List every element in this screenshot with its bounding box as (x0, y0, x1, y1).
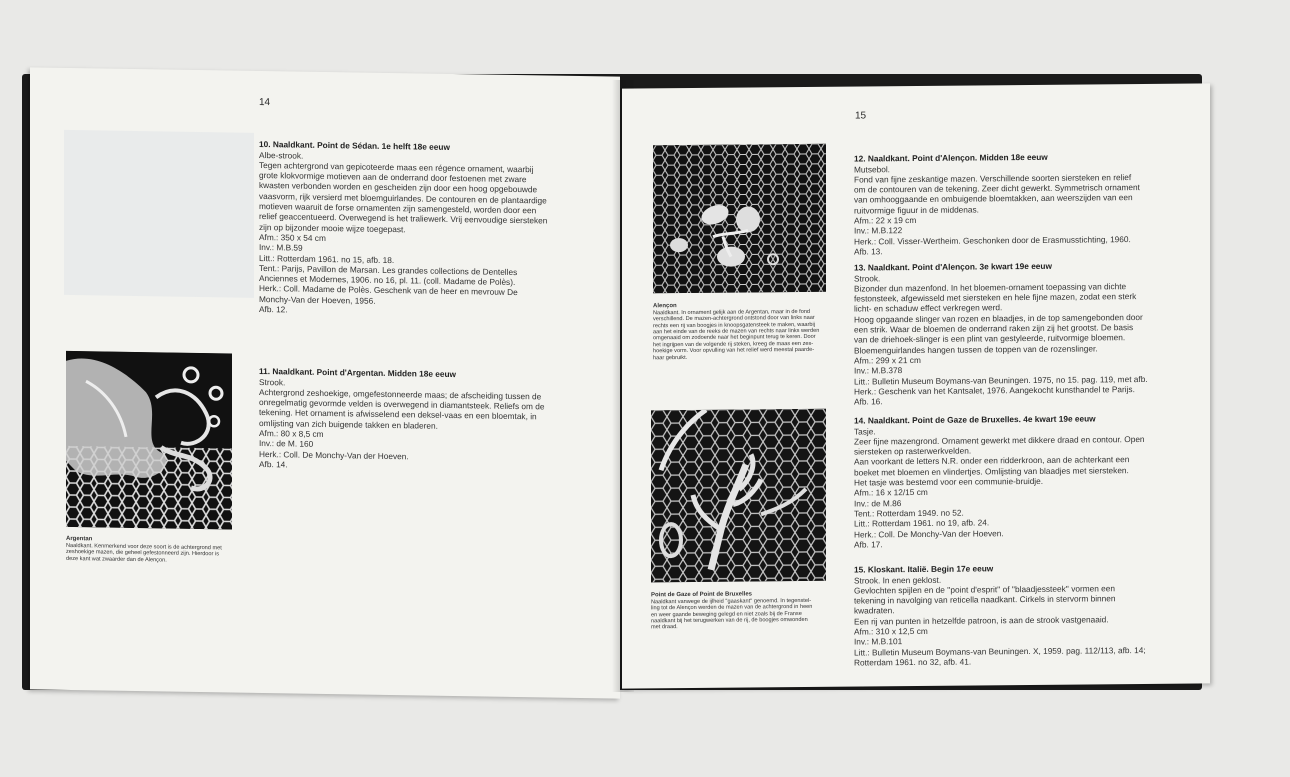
entry-body: Mutsebol. Fond van fijne zeskantige mazen. Verschillende soorten siersteken en relief om de contouren van de tekening. Zeer dicht gewerkt. Symmetrisch ornament van omhooggaande en ombuigende bloemtakken, aan weerszijden van een ruitvormige figuur in de middenas. Afm.: 22 x 19 cm Inv.: M.B.122 Herk.: Coll. Visser-Wertheim. Geschonken door de Erasmusstichting, 1960. Afb. 13. (854, 163, 1140, 257)
catalogue-entry-15 (854, 552, 1199, 668)
entry-title: 12. Naaldkant. Point d'Alençon. Midden 18e eeuw (854, 152, 1048, 164)
caption-title: Argentan (66, 536, 93, 543)
catalogue-entry-12 (854, 141, 1199, 257)
lace-photo-point-de-gaze (651, 409, 826, 583)
caption-text: Naaldkant vanwege de ijlheid ''gaaskant'' genoemd. In tegenstel- ling tot de Alençon werden de mazen van de achtergrond in heen en weer gaande beweging gelegd en niet zoals bij de Franse naaldkant bij het terugwerken van de rij, de boogjes omwonden met draad. (651, 597, 813, 631)
caption-argentan (66, 530, 266, 565)
caption-text: Naaldkant. Kenmerkend voor deze soort is de achtergrond met zeshoekige mazen, die geheel gefestonneerd zijn. Hierdoor is deze kant wat zwaarder dan de Alençon. (66, 542, 222, 564)
entry-body: Tasje. Zeer fijne mazengrond. Ornament gewerkt met dikkere draad en contour. Open siersteken op rasterwerkvelden. Aan voorkant de letters N.R. onder een ridderkroon, aan de achterkant een boeket met bloemen en vlindertjes. Omlijsting van blaadjes met siersteken. Het tasje was bestemd voor een communie-bruidje. Afm.: 16 x 12/15 cm Inv.: de M.86 Tent.: Rotterdam 1949. no 52. Litt.: Rotterdam 1961. no 19, afb. 24. Herk.: Coll. De Monchy-Van der Hoeven. Afb. 17. (854, 425, 1145, 550)
caption-text: Naaldkant. In ornament gelijk aan de Argentan, maar in de fond verschillend. De mazen-achtergrond ontstond door van links naar rechts een rij van boogjes in knoopsgatensteek te maken, waarbij aan het einde van de reeks de mazen van rechts naar links werden omgenaaid om zodoende naar het beginpunt terug te keren. Door het ingrijpen van de volgende rij steken, kreeg de maas een zes- hoekige vorm. Voor opvulling van het relief werd meestal paarde- haar gebruikt. (653, 308, 820, 361)
catalogue-entry-11 (259, 356, 604, 475)
caption-title: Point de Gaze of Point de Bruxelles (651, 591, 753, 599)
catalogue-entry-13 (854, 250, 1199, 407)
entry-title: 15. Kloskant. Italië. Begin 17e eeuw (854, 563, 994, 575)
entry-body: Strook. Bizonder dun mazenfond. In het bloemen-ornament toepassing van dichte festonsteek, afgewisseld met siersteken en hele fijne mazen, zodat een sterk licht- en schaduw effect verkregen werd. Hoog opgaande slinger van rozen en blaadjes, in de top samengebonden door een strik. Waar de bloemen de onderrand raken zijn zij het grootst. De basis van de driehoek-slinger is een plint van gestyleerde, ruitvormige bloemen. Bloemenguirlandes hangen tussen de toppen van de rozenslinger. Afm.: 299 x 21 cm Inv.: M.B.378 Litt.: Bulletin Museum Boymans-van Beuningen. 1975, no 15. pag. 119, met afb. Herk.: Geschenk van het Kantsalet, 1976. Aangekocht kunsthandel te Parijs. Afb. 16. (854, 272, 1148, 407)
caption-title: Alençon (653, 303, 677, 310)
caption-point-de-gaze (651, 585, 851, 632)
lace-photo-alencon (653, 144, 826, 294)
show-through-image (64, 130, 254, 298)
left-page (30, 67, 620, 698)
entry-body: Strook. In enen geklost. Gevlochten spijlen en de ''point d'esprit'' of ''blaadjessteek'' vormen een tekening in navolging van reticella naadkant. Cirkels in stervorm binnen kwadraten. Een rij van punten in hetzelfde patroon, is aan de strook vastgenaaid. Afm.: 310 x 12,5 cm Inv.: M.B.101 Litt.: Bulletin Museum Boymans-van Beuningen. X, 1959. pag. 112/113, afb. 14; Rotterdam 1961. no 32, afb. 41. (854, 574, 1146, 668)
right-page (622, 83, 1210, 688)
entry-title: 13. Naaldkant. Point d'Alençon. 3e kwart 19e eeuw (854, 261, 1052, 273)
page-number: 15 (855, 110, 867, 122)
entry-title: 10. Naaldkant. Point de Sédan. 1e helft 18e eeuw (259, 139, 450, 153)
page-number: 14 (259, 96, 271, 109)
entry-body: Albe-strook. Tegen achtergrond van gepicoteerde maas een régence ornament, waarbij grote klokvormige motieven aan de onderrand door festoenen met zware kwasten verbonden worden en gescheiden zijn door een hoog opgebouwde vaasvorm, rijk versierd met bloemguirlandes. De contouren en de plantaardige motieven waaruit de forse ornamenten zijn samengesteld, worden door een relief geaccentueerd. Overwegend is het traliewerk. Vrij eenvoudige siersteken zijn op bijzonder mooie wijze toegepast. Afm.: 350 x 54 cm Inv.: M.B.59 Litt.: Rotterdam 1961. no 15, afb. 18. Tent.: Parijs, Pavillon de Marsan. Les grandes collections de Dentelles Anciennes et Modernes, 1906. no 16, pl. 11. (coll. Madame de Polès). Herk.: Coll. Madame de Polès. Geschenk van de heer en mevrouw De Monchy-Van der Hoeven, 1956. Afb. 12. (259, 149, 548, 315)
catalogue-entry-10 (259, 129, 604, 320)
entry-title: 11. Naaldkant. Point d'Argentan. Midden 18e eeuw (259, 366, 456, 380)
entry-body: Strook. Achtergrond zeshoekige, omgefestonneerde maas; de afscheiding tussen de onregelmatig gevormde velden is overwegend in diamantsteek. Reliefs om de tekening. Het ornament is afwisselend een deksel-vaas en een bloemtak, in omlijsting van zich buigende takken en bladeren. Afm.: 80 x 8,5 cm Inv.: de M. 160 Herk.: Coll. De Monchy-Van der Hoeven. Afb. 14. (259, 376, 545, 470)
catalogue-entry-14 (854, 403, 1199, 550)
lace-photo-argentan (66, 351, 232, 530)
caption-alencon (653, 296, 853, 362)
entry-title: 14. Naaldkant. Point de Gaze de Bruxelles. 4e kwart 19e eeuw (854, 413, 1096, 426)
